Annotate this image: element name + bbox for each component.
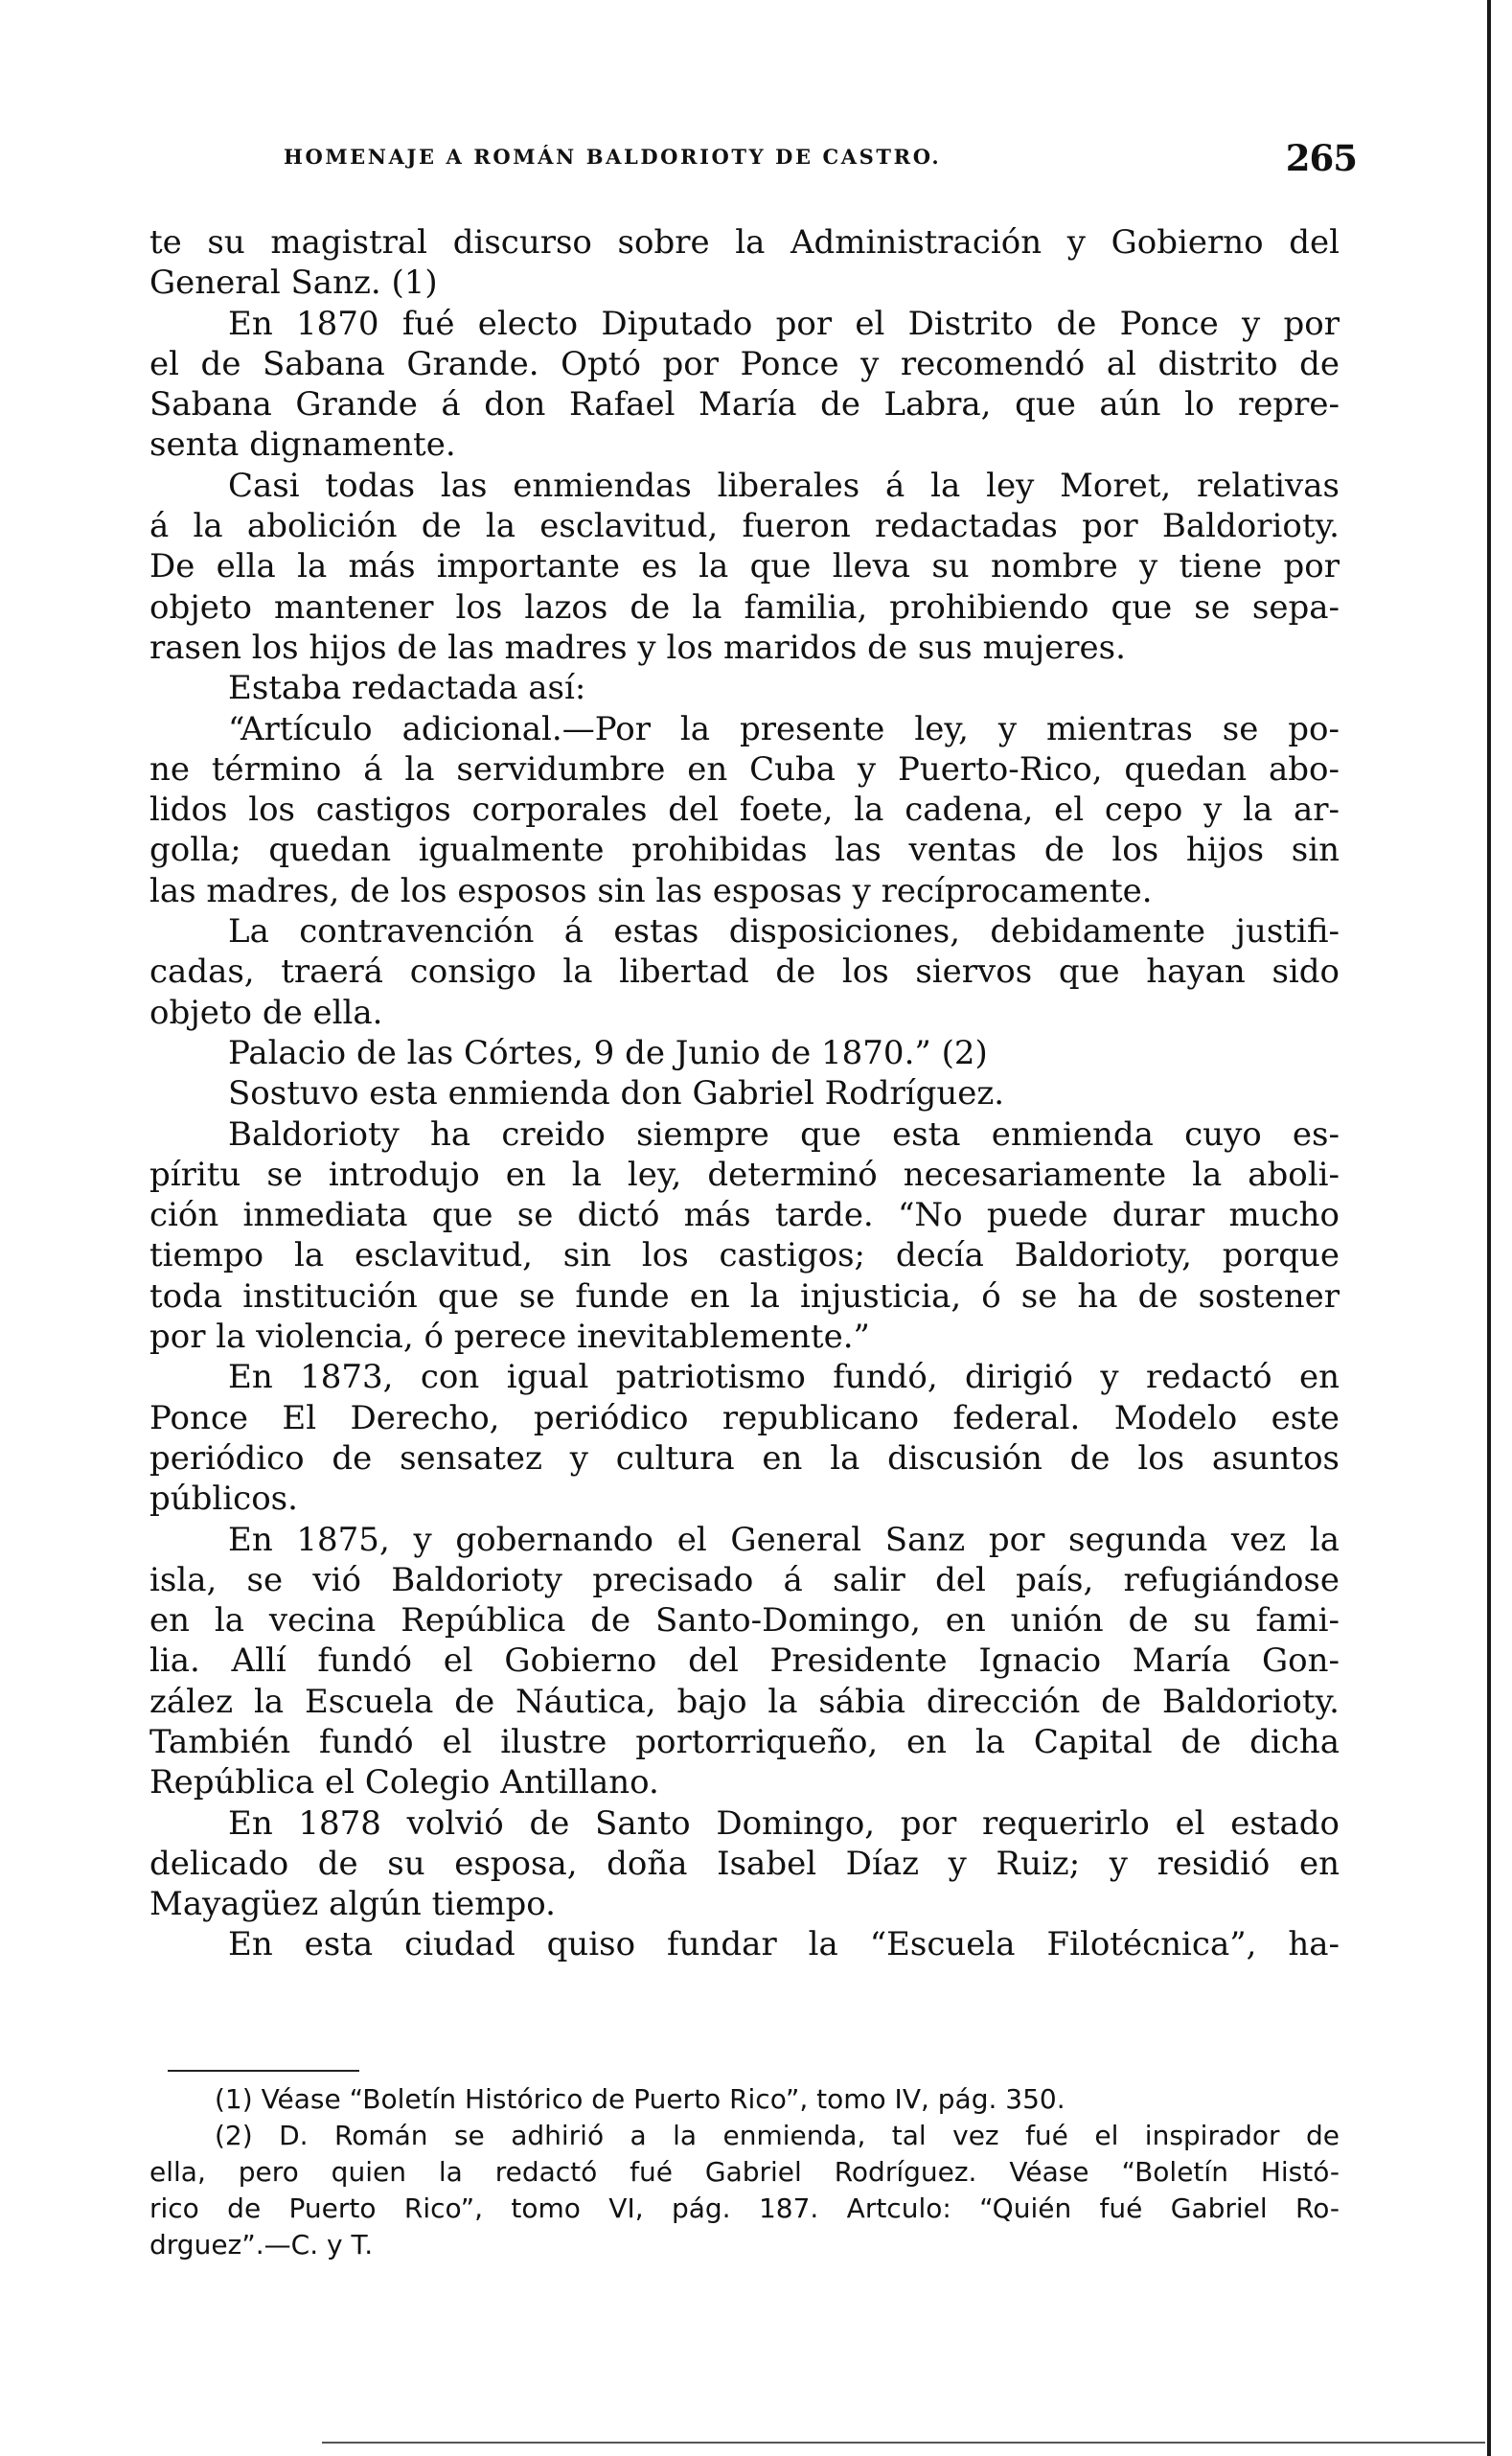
text-line: Sostuvo esta enmienda don Gabriel Rodríguez. bbox=[228, 1074, 1005, 1113]
text-line: Mayagüez algún tiempo. bbox=[149, 1885, 556, 1924]
text-line: ne término á la servidumbre en Cuba y Puerto-Rico, quedan abo- bbox=[149, 749, 1340, 789]
text-line: píritu se introdujo en la ley, determinó necesariamente la aboli- bbox=[149, 1155, 1340, 1194]
text-line: objeto de ella. bbox=[149, 993, 383, 1032]
text-line: objeto mantener los lazos de la familia, prohibiendo que se sepa- bbox=[149, 587, 1340, 627]
page-header bbox=[284, 137, 1357, 185]
text-line: Palacio de las Córtes, 9 de Junio de 1870.” (2) bbox=[228, 1033, 988, 1072]
text-line: Ponce El Derecho, periódico republicano federal. Modelo este bbox=[149, 1398, 1340, 1437]
text-line: “Artículo adicional.—Por la presente ley, y mientras se po- bbox=[228, 709, 1340, 748]
text-line: rasen los hijos de las madres y los maridos de sus mujeres. bbox=[149, 628, 1126, 667]
text-line: General Sanz. (1) bbox=[149, 264, 438, 303]
text-line: Casi todas las enmiendas liberales á la ley Moret, relativas bbox=[228, 466, 1340, 505]
text-line: Baldorioty ha creido siempre que esta enmienda cuyo es- bbox=[228, 1114, 1340, 1154]
running-head: HOMENAJE A ROMÁN BALDORIOTY DE CASTRO. bbox=[284, 145, 942, 169]
text-line: isla, se vió Baldorioty precisado á salir del país, refugiándose bbox=[149, 1560, 1340, 1599]
text-line: por la violencia, ó perece inevitablemente.” bbox=[149, 1318, 870, 1357]
text-line: senta dignamente. bbox=[149, 425, 456, 465]
text-line: En esta ciudad quiso fundar la “Escuela Filotécnica”, ha- bbox=[228, 1925, 1340, 1964]
text-line: En 1875, y gobernando el General Sanz por segunda vez la bbox=[228, 1520, 1340, 1559]
body-text bbox=[149, 222, 1340, 1965]
page-number: 265 bbox=[1285, 137, 1357, 179]
text-line: te su magistral discurso sobre la Administración y Gobierno del bbox=[149, 223, 1340, 262]
text-line: Estaba redactada así: bbox=[228, 669, 586, 708]
text-line: delicado de su esposa, doña Isabel Díaz y Ruiz; y residió en bbox=[149, 1844, 1340, 1883]
text-line: toda institución que se funde en la injusticia, ó se ha de sostener bbox=[149, 1276, 1340, 1316]
text-line: las madres, de los esposos sin las esposas y recíprocamente. bbox=[149, 871, 1153, 910]
text-line: el de Sabana Grande. Optó por Ponce y recomendó al distrito de bbox=[149, 344, 1340, 383]
text-line: lidos los castigos corporales del foete, la cadena, el cepo y la ar- bbox=[149, 791, 1340, 830]
footnotes bbox=[149, 2081, 1340, 2263]
text-line: en la vecina República de Santo-Domingo, en unión de su fami- bbox=[149, 1601, 1340, 1641]
text-line: En 1878 volvió de Santo Domingo, por requerirlo el estado bbox=[228, 1803, 1340, 1843]
footnote-line: rico de Puerto Rico”, tomo VI, pág. 187. Artculo: “Quién fué Gabriel Ro- bbox=[149, 2192, 1340, 2224]
text-line: cadas, traerá consigo la libertad de los siervos que hayan sido bbox=[149, 953, 1340, 992]
text-line: En 1870 fué electo Diputado por el Distrito de Ponce y por bbox=[228, 304, 1340, 343]
text-line: golla; quedan igualmente prohibidas las ventas de los hijos sin bbox=[149, 831, 1340, 870]
text-line: zález la Escuela de Náutica, bajo la sábia dirección de Baldorioty. bbox=[149, 1682, 1340, 1721]
text-line: lia. Allí fundó el Gobierno del Presidente Ignacio María Gon- bbox=[149, 1641, 1340, 1681]
text-line: Sabana Grande á don Rafael María de Labra, que aún lo repre- bbox=[149, 385, 1340, 425]
text-line: públicos. bbox=[149, 1480, 298, 1519]
footnote-line: (1) Véase “Boletín Histórico de Puerto Rico”, tomo IV, pág. 350. bbox=[215, 2083, 1065, 2115]
text-line: periódico de sensatez y cultura en la discusión de los asuntos bbox=[149, 1438, 1340, 1478]
text-line: También fundó el ilustre portorriqueño, en la Capital de dicha bbox=[149, 1722, 1340, 1761]
text-line: De ella la más importante es la que lleva su nombre y tiene por bbox=[149, 547, 1340, 586]
text-line: República el Colegio Antillano. bbox=[149, 1763, 659, 1802]
bottom-rule bbox=[322, 2442, 1485, 2444]
text-line: á la abolición de la esclavitud, fueron redactadas por Baldorioty. bbox=[149, 507, 1340, 546]
page-edge-line bbox=[1487, 0, 1491, 2456]
text-line: ción inmediata que se dictó más tarde. “No puede durar mucho bbox=[149, 1196, 1340, 1235]
text-line: La contravención á estas disposiciones, debidamente justifi- bbox=[228, 912, 1340, 952]
text-line: tiempo la esclavitud, sin los castigos; decía Baldorioty, porque bbox=[149, 1236, 1340, 1275]
footnote-rule bbox=[168, 2070, 359, 2072]
text-line: En 1873, con igual patriotismo fundó, dirigió y redactó en bbox=[228, 1358, 1340, 1397]
footnote-line: drguez”.—C. y T. bbox=[149, 2229, 374, 2261]
footnote-line: (2) D. Román se adhirió a la enmienda, tal vez fué el inspirador de bbox=[215, 2120, 1340, 2151]
footnote-line: ella, pero quien la redactó fué Gabriel Rodríguez. Véase “Boletín Histó- bbox=[149, 2156, 1340, 2188]
